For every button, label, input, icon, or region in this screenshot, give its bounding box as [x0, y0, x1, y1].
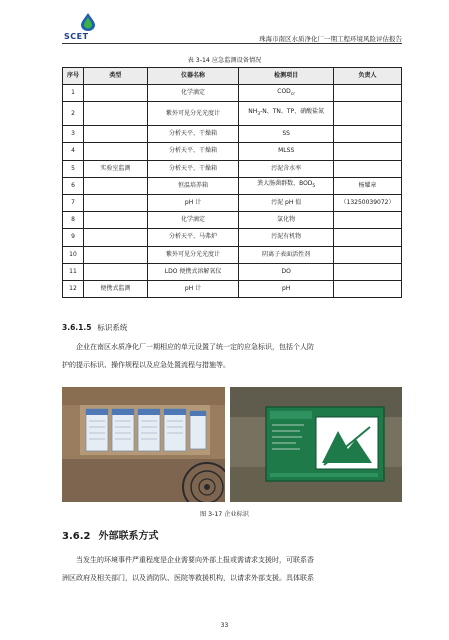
- person-cell: [334, 126, 402, 143]
- type-lab-cell: [83, 212, 147, 229]
- row-instrument: pH 计: [147, 280, 239, 297]
- type-lab-cell: [83, 246, 147, 263]
- row-instrument: 化学滴定: [147, 212, 239, 229]
- col-header-instrument: 仪器名称: [147, 68, 239, 85]
- row-no: 7: [63, 194, 84, 211]
- page-number: 33: [220, 622, 229, 629]
- row-item: 污泥 pH 值: [239, 194, 334, 211]
- person-cell: [334, 212, 402, 229]
- person-cell: [334, 102, 402, 126]
- table-row: [63, 102, 402, 126]
- table-row: [63, 229, 402, 246]
- row-instrument: LDO 便携式溶解氧仪: [147, 263, 239, 280]
- col-header-person: 负责人: [334, 68, 402, 85]
- table-caption: 表 3-14 应急监测设备情况: [187, 57, 262, 64]
- item-text: 粪大肠菌群数、BOD: [257, 180, 313, 188]
- table-row: [63, 280, 402, 297]
- type-lab-cell: [83, 229, 147, 246]
- col-header-type: 类型: [83, 68, 147, 85]
- type-lab-cell: [83, 177, 147, 194]
- row-item: SS: [239, 126, 334, 143]
- type-lab-cell: [83, 85, 147, 102]
- row-no: 9: [63, 229, 84, 246]
- row-instrument: 化学滴定: [147, 85, 239, 102]
- table-row: [63, 263, 402, 280]
- row-instrument: 分析天平、干燥箱: [147, 126, 239, 143]
- paragraph-line: 企业在南区水质净化厂一期相应的单元设置了统一定的应急标识，包括个人防: [76, 343, 314, 351]
- section-number: 3.6.2: [62, 531, 91, 542]
- section-number: 3.6.1.5: [62, 323, 92, 332]
- table-row: [63, 160, 402, 177]
- section-title: 标识系统: [97, 323, 128, 332]
- photo-outdoor-sign: [230, 387, 402, 502]
- signage-photos: [62, 387, 402, 502]
- row-no: 10: [63, 246, 84, 263]
- section-heading-signage: [62, 322, 127, 333]
- person-phone: （13250039072）: [334, 194, 402, 211]
- table-row: [63, 194, 402, 211]
- row-no: 8: [63, 212, 84, 229]
- header-divider: [62, 43, 402, 44]
- item-subscript: cr: [290, 91, 296, 97]
- logo-text: SCET: [64, 32, 89, 41]
- item-text: COD: [277, 87, 291, 95]
- section-title: 外部联系方式: [98, 531, 159, 542]
- person-cell: [334, 143, 402, 160]
- report-title: 珠海市南区水质净化厂一期工程环境风险评估报告: [259, 35, 402, 43]
- item-subscript: 3: [257, 112, 261, 118]
- paragraph-line: 当发生的环境事件严重程度是企业需要向外部上报或需请求支援时，可联系香: [76, 556, 314, 564]
- external-contact-paragraph: [62, 551, 402, 587]
- page-header: [62, 12, 402, 42]
- person-cell: [334, 280, 402, 297]
- monitoring-equipment-table: [62, 67, 402, 298]
- row-instrument: 分析天平、马弗炉: [147, 229, 239, 246]
- figure-caption: 图 3-17 企业标识: [200, 511, 249, 518]
- type-lab-label: 实验室监测: [83, 160, 147, 177]
- paragraph-line: 护的提示标识、操作规程以及应急处置流程与措施等。: [62, 361, 230, 369]
- row-no: 5: [63, 160, 84, 177]
- row-no: 3: [63, 126, 84, 143]
- row-item: [239, 102, 334, 126]
- row-item: 阴离子表面活性剂: [239, 246, 334, 263]
- col-header-item: 检测项目: [239, 68, 334, 85]
- item-text-rest: -N、TN、TP、硝酸盐氮: [260, 108, 325, 116]
- row-item: 污泥有机物: [239, 229, 334, 246]
- section-heading-external-contact: [62, 527, 158, 542]
- table-header-row: [63, 68, 402, 85]
- row-instrument: 紫外可见分光光度计: [147, 102, 239, 126]
- table-row: [63, 246, 402, 263]
- outdoor-sign-image: [230, 387, 402, 502]
- wall-boards-image: [62, 387, 225, 502]
- person-cell: [334, 229, 402, 246]
- row-instrument: 分析天平、干燥箱: [147, 160, 239, 177]
- type-portable-cell: [83, 263, 147, 280]
- row-instrument: 分析天平、干燥箱: [147, 143, 239, 160]
- type-lab-cell: [83, 194, 147, 211]
- type-portable-label: 便携式监测: [83, 280, 147, 297]
- row-item: MLSS: [239, 143, 334, 160]
- item-text: NH: [248, 108, 258, 116]
- row-item: pH: [239, 280, 334, 297]
- row-no: 6: [63, 177, 84, 194]
- row-no: 12: [63, 280, 84, 297]
- col-header-no: 序号: [63, 68, 84, 85]
- photo-wall-boards: [62, 387, 225, 502]
- person-name: 杨耀章: [334, 177, 402, 194]
- table-row: [63, 143, 402, 160]
- row-instrument: pH 计: [147, 194, 239, 211]
- row-instrument: 恒温培养箱: [147, 177, 239, 194]
- type-lab-cell: [83, 143, 147, 160]
- company-logo: [62, 12, 114, 42]
- table-row: [63, 177, 402, 194]
- row-item: [239, 177, 334, 194]
- type-lab-cell: [83, 126, 147, 143]
- row-item: [239, 85, 334, 102]
- row-item: 污泥含水率: [239, 160, 334, 177]
- row-item: DO: [239, 263, 334, 280]
- table-row: [63, 212, 402, 229]
- row-instrument: 紫外可见分光光度计: [147, 246, 239, 263]
- person-cell: [334, 85, 402, 102]
- paragraph-line: 洲区政府及相关部门，以及消防队、医院等救援机构，以请求外部支援。具体联系: [62, 574, 314, 582]
- logo-droplet-icon: [76, 12, 100, 32]
- row-item: 氯化物: [239, 212, 334, 229]
- person-cell: [334, 160, 402, 177]
- table-row: [63, 126, 402, 143]
- row-no: 2: [63, 102, 84, 126]
- table-row: [63, 85, 402, 102]
- type-lab-cell: [83, 102, 147, 126]
- signage-paragraph: [62, 338, 402, 374]
- row-no: 1: [63, 85, 84, 102]
- item-subscript: 5: [312, 184, 316, 190]
- row-no: 4: [63, 143, 84, 160]
- person-cell: [334, 246, 402, 263]
- row-no: 11: [63, 263, 84, 280]
- person-cell: [334, 263, 402, 280]
